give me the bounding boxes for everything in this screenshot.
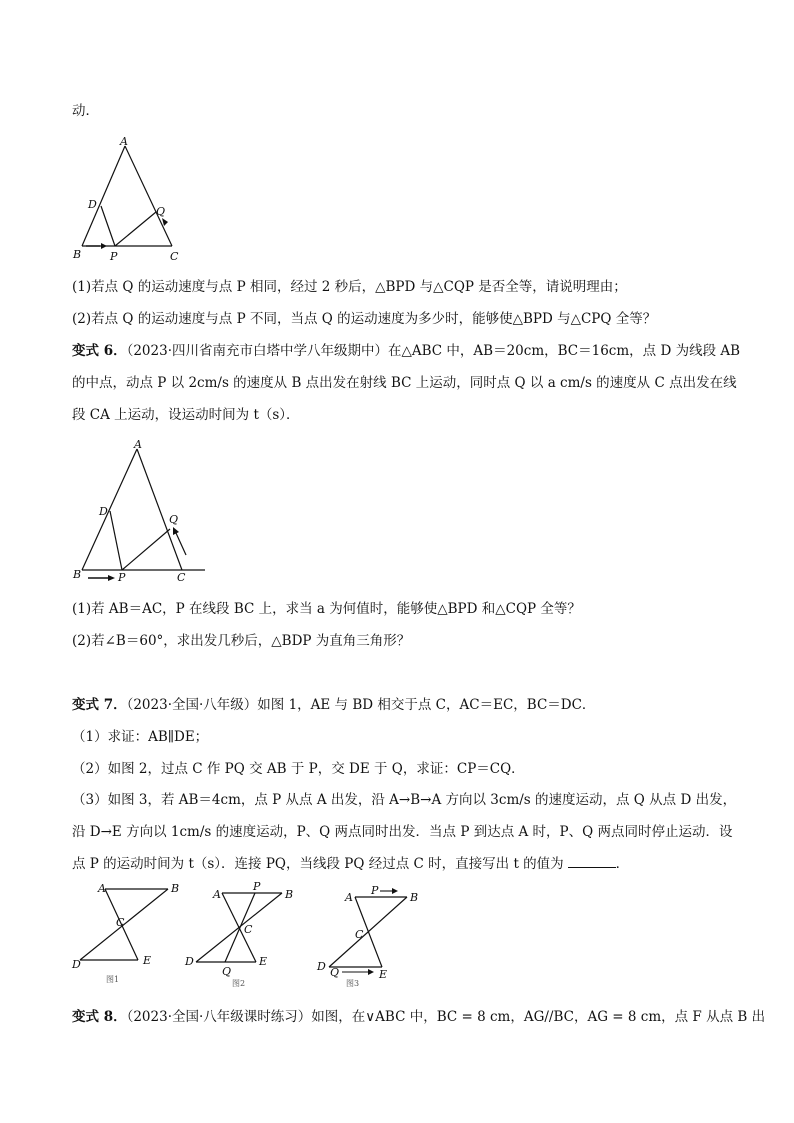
label-C: C [355, 928, 364, 941]
label-B: B [171, 882, 180, 895]
exercise-7-question-1: （1）求证：AB∥DE； [72, 729, 209, 745]
exercise-8-label: 变式 8． [72, 1009, 127, 1025]
exercise-7-question-2: （2）如图 2，过点 C 作 PQ 交 AB 于 P，交 DE 于 Q，求证：CP＝CQ． [72, 761, 525, 777]
exercise-7-question-3b: 沿 D→E 方向以 1cm/s 的速度运动，P、Q 两点同时出发．当点 P 到达点 A 时，P、Q 两点同时停止运动．设 [72, 824, 733, 840]
label-D: D [99, 505, 108, 518]
figure-caption: 图3 [346, 979, 360, 988]
label-D: D [72, 958, 81, 971]
exercise-6-line-3: 段 CA 上运动，设运动时间为 t（s）． [72, 407, 300, 423]
label-B: B [73, 248, 82, 261]
exercise-7-question-3a: （3）如图 3，若 AB＝4cm，点 P 从点 A 出发，沿 A→B→A 方向以 3cm/s 的速度运动，点 Q 从点 D 出发， [72, 792, 737, 808]
exercise-7-question-3c: 点 P 的运动时间为 t（s）．连接 PQ，当线段 PQ 经过点 C 时，直接写出 t 的值为 ． [72, 853, 629, 874]
label-A: A [134, 438, 142, 451]
triangle-figure-2 [70, 437, 220, 587]
label-B: B [410, 891, 419, 904]
label-P: P [253, 880, 261, 893]
label-D: D [185, 955, 194, 968]
label-E: E [143, 954, 152, 967]
label-E: E [259, 955, 268, 968]
label-Q: Q [222, 965, 232, 978]
label-B: B [285, 888, 294, 901]
label-Q: Q [330, 966, 340, 979]
label-P: P [118, 571, 126, 584]
exercise-6-line-2: 的中点，动点 P 以 2cm/s 的速度从 B 点出发在射线 BC 上运动，同时点 Q 以 a cm/s 的速度从 C 点出发在线 [72, 375, 737, 391]
label-Q: Q [169, 513, 179, 526]
label-A: A [98, 882, 106, 895]
label-A: A [120, 135, 128, 148]
figure-caption: 图2 [232, 979, 246, 988]
figure-diagram-1 [70, 880, 190, 990]
exercise-6-question-1: (1)若 AB＝AC，P 在线段 BC 上，求当 a 为何值时，能够使△BPD 和△CQP 全等？ [72, 601, 581, 617]
label-A: A [345, 891, 353, 904]
label-C: C [177, 571, 186, 584]
label-P: P [110, 250, 118, 263]
label-D: D [317, 960, 326, 973]
exercise-7-line-1: 变式 7．（2023·全国·八年级）如图 1，AE 与 BD 相交于点 C，AC＝EC，BC＝DC． [72, 697, 596, 713]
label-C: C [170, 250, 179, 263]
question-1: (1)若点 Q 的运动速度与点 P 相同，经过 2 秒后，△BPD 与△CQP 是否全等，请说明理由； [72, 279, 627, 295]
text-line: 动． [72, 103, 99, 119]
exercise-6-question-2: (2)若∠B＝60°，求出发几秒后，△BDP 为直角三角形？ [72, 633, 411, 649]
question-2: (2)若点 Q 的运动速度与点 P 不同，当点 Q 的运动速度为多少时，能够使△BPD 与△CPQ 全等？ [72, 311, 657, 327]
answer-blank[interactable] [568, 853, 616, 868]
label-D: D [88, 198, 97, 211]
figure-caption: 图1 [106, 975, 120, 984]
label-B: B [73, 568, 82, 581]
exercise-6-line-1: 变式 6．（2023·四川省南充市白塔中学八年级期中）在△ABC 中，AB＝20cm，BC＝16cm，点 D 为线段 AB [72, 343, 741, 359]
figure-diagram-3 [312, 880, 432, 990]
label-Q: Q [156, 205, 166, 218]
label-C: C [116, 916, 125, 929]
exercise-7-label: 变式 7． [72, 697, 127, 713]
triangle-figure-1 [70, 136, 190, 266]
figure-diagram-2 [182, 880, 302, 990]
exercise-8-line-1: 变式 8．（2023·全国·八年级课时练习）如图，在∨ABC 中，BC = 8 cm，AG//BC，AG = 8 cm，点 F 从点 B 出 [72, 1009, 766, 1025]
label-P: P [371, 884, 379, 897]
label-E: E [379, 968, 388, 981]
label-C: C [244, 923, 253, 936]
exercise-6-label: 变式 6． [72, 343, 127, 359]
label-A: A [213, 888, 221, 901]
